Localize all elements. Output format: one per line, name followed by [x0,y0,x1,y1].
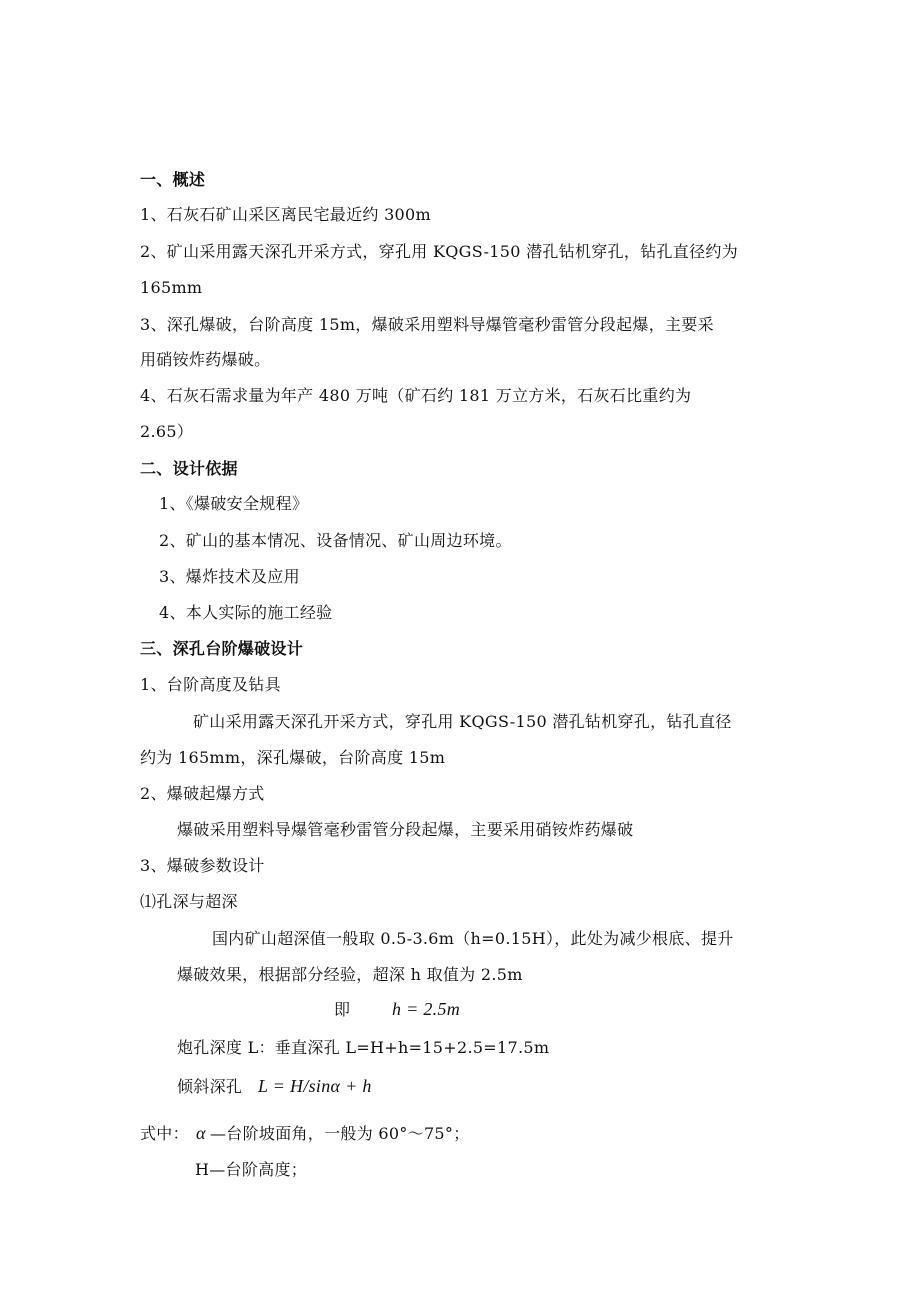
paragraph-line: 爆破效果，根据部分经验，超深 h 取值为 2.5m [177,965,523,984]
paragraph-line: 炮孔深度 L：垂直深孔 L=H+h=15+2.5=17.5m [177,1038,550,1057]
paragraph-line: 国内矿山超深值一般取 0.5-3.6m（h=0.15H），此处为减少根底、提升 [212,929,734,948]
alpha-symbol: α [196,1123,206,1143]
paragraph-line: 约为 165mm，深孔爆破，台阶高度 15m [140,748,446,767]
paragraph-line: 2、矿山采用露天深孔开采方式，穿孔用 KQGS-150 潜孔钻机穿孔，钻孔直径约为 [140,242,738,261]
paragraph-line: 用硝铵炸药爆破。 [140,350,271,369]
paragraph-line: 165mm [140,278,203,297]
where-label: 式中： [140,1124,189,1143]
definition-line: —台阶坡面角，一般为 60°～75°； [210,1124,470,1143]
paragraph-line: 2.65） [140,422,194,441]
paragraph-line: 矿山采用露天深孔开采方式，穿孔用 KQGS-150 潜孔钻机穿孔，钻孔直径 [193,712,732,731]
paragraph-line: 1、石灰石矿山采区离民宅最近约 300m [140,205,431,224]
formula-overdrill: h = 2.5m [392,999,461,1019]
list-item: 2、矿山的基本情况、设备情况、矿山周边环境。 [159,531,512,550]
formula-inclined-hole: L = H/sinα + h [258,1076,372,1096]
subsection-heading: 3、爆破参数设计 [140,856,265,875]
paragraph-line: 4、石灰石需求量为年产 480 万吨（矿石约 181 万立方米，石灰石比重约为 [140,386,692,405]
section-heading-overview: 一、概述 [140,170,206,189]
formula-label: 即 [334,1000,351,1019]
subsection-heading: 2、爆破起爆方式 [140,784,265,803]
section-heading-blast-design: 三、深孔台阶爆破设计 [140,639,304,658]
subsection-heading: 1、台阶高度及钻具 [140,675,281,694]
formula-label: 倾斜深孔 [177,1077,243,1096]
subsection-heading: ⑴孔深与超深 [140,892,238,911]
definition-line: H—台阶高度； [195,1160,308,1179]
section-heading-design-basis: 二、设计依据 [140,459,238,478]
list-item: 4、本人实际的施工经验 [159,603,333,622]
list-item: 3、爆炸技术及应用 [159,567,300,586]
paragraph-line: 3、深孔爆破，台阶高度 15m，爆破采用塑料导爆管毫秒雷管分段起爆，主要采 [140,315,714,334]
paragraph-line: 爆破采用塑料导爆管毫秒雷管分段起爆，主要采用硝铵炸药爆破 [177,820,634,839]
list-item: 1、《爆破安全规程》 [159,494,309,513]
